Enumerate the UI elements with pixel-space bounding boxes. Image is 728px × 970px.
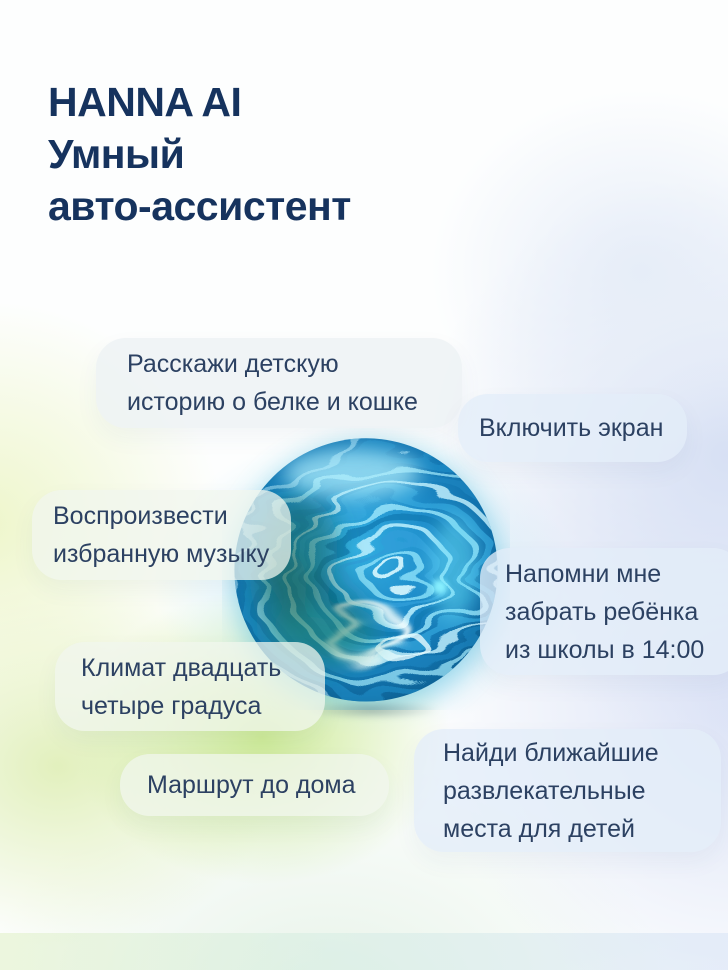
brand-title: HANNA AI xyxy=(48,79,242,125)
title-block xyxy=(48,76,351,232)
bubble-reminder xyxy=(480,548,728,675)
bubble-line: Включить экран xyxy=(479,414,664,442)
bubble-line: развлекательные xyxy=(443,776,646,805)
bubble-line: четыре градуса xyxy=(81,691,262,720)
bubble-screen-on xyxy=(458,394,687,462)
subtitle-line-1: Умный xyxy=(48,131,185,177)
bottom-reflection-band xyxy=(0,933,728,970)
bubble-line: Найди ближайшие xyxy=(443,738,659,767)
bubble-find-places xyxy=(414,729,721,852)
bubble-tell-story xyxy=(96,338,462,428)
bubble-line: из школы в 14:00 xyxy=(505,635,705,664)
bubble-line: избранную музыку xyxy=(53,540,270,568)
bubble-line: Маршрут до дома xyxy=(147,771,356,799)
bubble-line: историю о белке и кошке xyxy=(127,388,418,416)
bubble-route-home xyxy=(120,754,389,816)
bubble-play-music xyxy=(32,490,291,580)
bubble-line: Воспроизвести xyxy=(53,502,228,530)
bubble-line: Напомни мне xyxy=(505,559,662,588)
subtitle-line-2: авто-ассистент xyxy=(48,183,351,229)
bubble-line: забрать ребёнка xyxy=(505,597,699,626)
bubble-line: Климат двадцать xyxy=(81,653,282,682)
bubble-line: места для детей xyxy=(443,814,635,843)
bubble-line: Расскажи детскую xyxy=(127,350,339,378)
bubble-climate xyxy=(55,642,325,731)
